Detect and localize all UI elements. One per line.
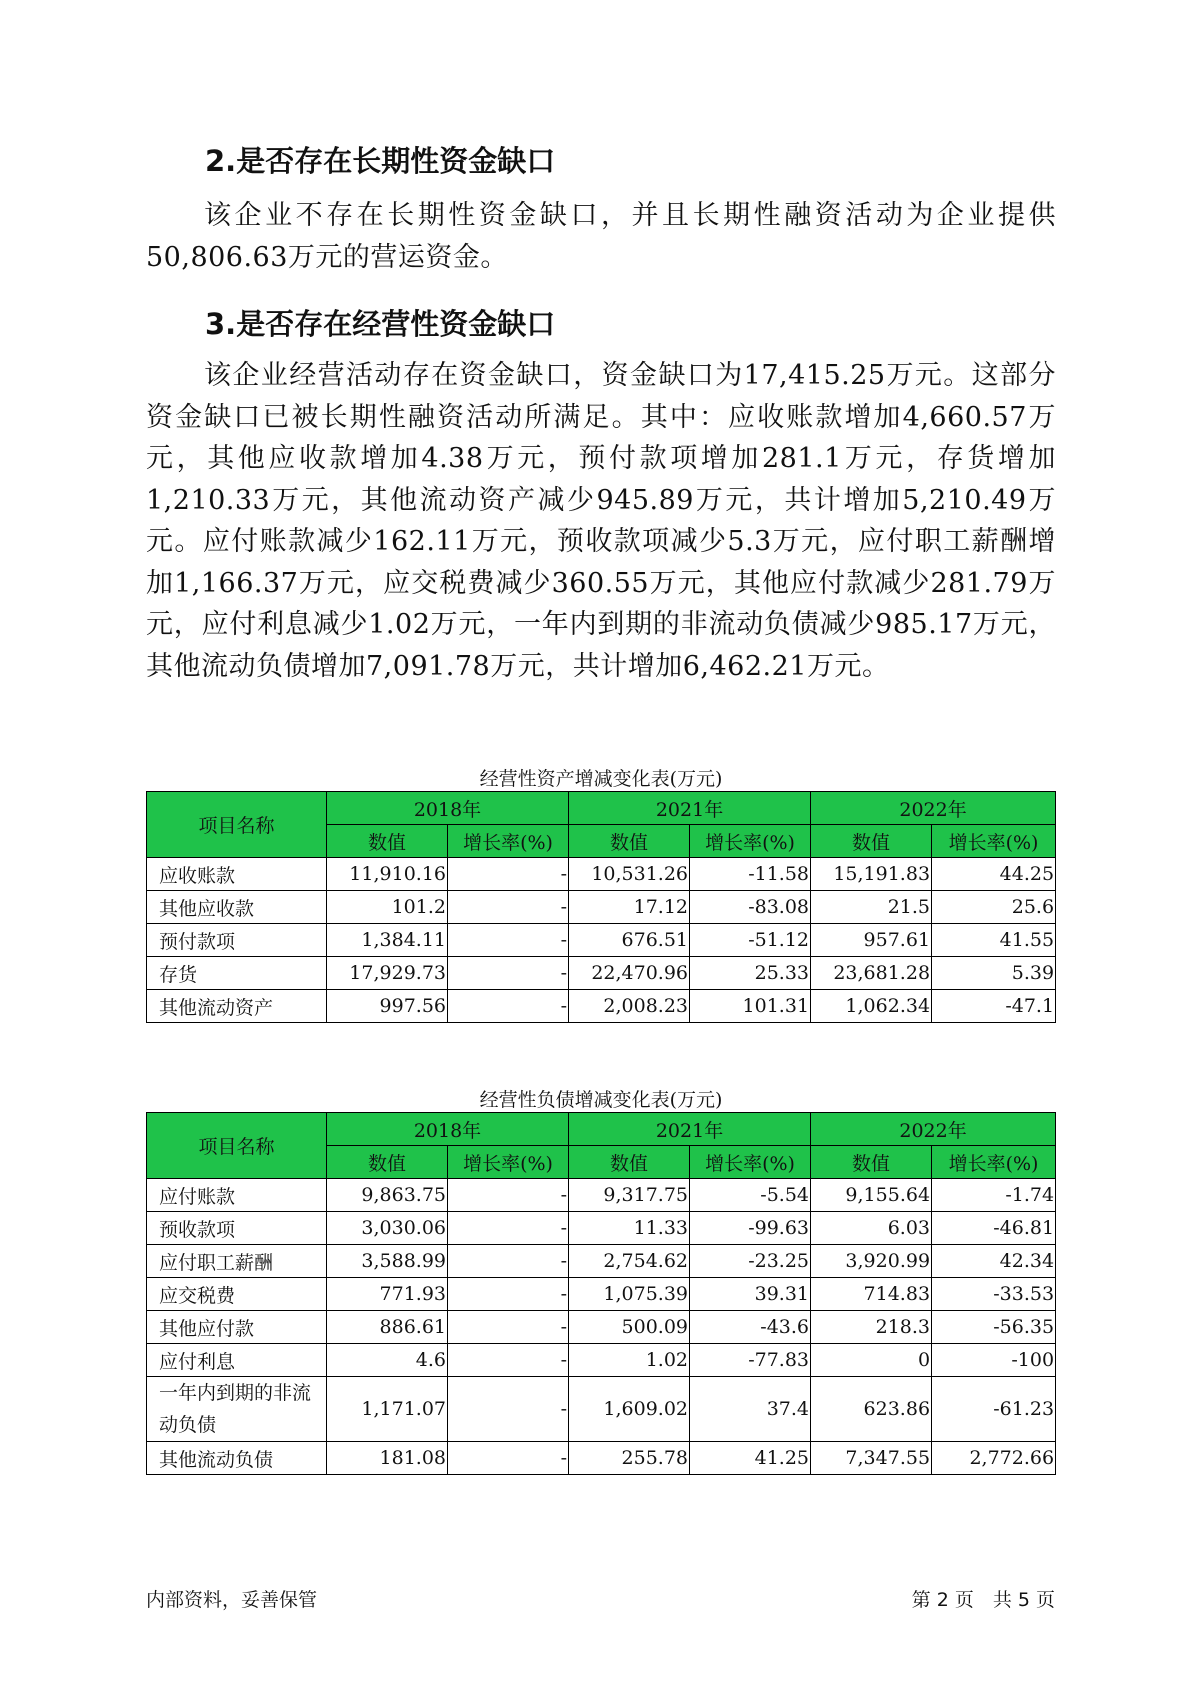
row-label: 其他应付款 bbox=[147, 1311, 327, 1344]
cell-value: 771.93 bbox=[327, 1278, 448, 1311]
cell-value: 181.08 bbox=[327, 1442, 448, 1475]
header-value: 数值 bbox=[327, 825, 448, 858]
cell-value: 255.78 bbox=[569, 1442, 690, 1475]
cell-value: 1.02 bbox=[569, 1344, 690, 1377]
header-item-name: 项目名称 bbox=[147, 792, 327, 858]
cell-growth: -1.74 bbox=[932, 1179, 1056, 1212]
cell-growth: -100 bbox=[932, 1344, 1056, 1377]
assets-table-caption: 经营性资产增减变化表(万元) bbox=[479, 768, 723, 790]
assets-table bbox=[146, 791, 1056, 1023]
cell-value: 1,384.11 bbox=[327, 924, 448, 957]
cell-value: 21.5 bbox=[811, 891, 932, 924]
section-heading-2: 2.是否存在长期性资金缺口 bbox=[205, 144, 556, 178]
cell-value: 3,920.99 bbox=[811, 1245, 932, 1278]
cell-growth: -11.58 bbox=[690, 858, 811, 891]
cell-value: 10,531.26 bbox=[569, 858, 690, 891]
cell-growth: 2,772.66 bbox=[932, 1442, 1056, 1475]
cell-value: 9,155.64 bbox=[811, 1179, 932, 1212]
header-year: 2018年 bbox=[327, 792, 569, 825]
cell-value: 714.83 bbox=[811, 1278, 932, 1311]
cell-growth: 5.39 bbox=[932, 957, 1056, 990]
cell-growth: -83.08 bbox=[690, 891, 811, 924]
cell-growth: - bbox=[448, 1377, 569, 1442]
row-label: 一年内到期的非流动负债 bbox=[147, 1377, 327, 1442]
row-label: 其他流动负债 bbox=[147, 1442, 327, 1475]
cell-growth: - bbox=[448, 924, 569, 957]
cell-growth: -5.54 bbox=[690, 1179, 811, 1212]
header-value: 数值 bbox=[811, 825, 932, 858]
cell-value: 11.33 bbox=[569, 1212, 690, 1245]
cell-value: 17,929.73 bbox=[327, 957, 448, 990]
liabilities-table-caption: 经营性负债增减变化表(万元) bbox=[479, 1089, 723, 1111]
paragraph-operating-gap: 该企业经营活动存在资金缺口，资金缺口为17,415.25万元。这部分资金缺口已被长期性融资活动所满足。其中：应收账款增加4,660.57万元，其他应收款增加4.38万元，预付款项增加281.1万元，存货增加1,210.33万元，其他流动资产减少945.89万元，共计增加5,210.49万元。应付账款减少162.11万元，预收款项减少5.3万元，应付职工薪酬增加1,166.37万元，应交税费减少360.55万元，其他应付款减少281.79万元，应付利息减少1.02万元，一年内到期的非流动负债减少985.17万元，其他流动负债增加7,091.78万元，共计增加6,462.21万元。 bbox=[146, 360, 1056, 682]
footer-page-number: 第 2 页 共 5 页 bbox=[911, 1589, 1055, 1611]
row-label: 应付职工薪酬 bbox=[147, 1245, 327, 1278]
cell-growth: 25.33 bbox=[690, 957, 811, 990]
header-value: 数值 bbox=[569, 1146, 690, 1179]
cell-value: 9,317.75 bbox=[569, 1179, 690, 1212]
cell-growth: -99.63 bbox=[690, 1212, 811, 1245]
cell-growth: -77.83 bbox=[690, 1344, 811, 1377]
cell-value: 1,062.34 bbox=[811, 990, 932, 1023]
cell-growth: -23.25 bbox=[690, 1245, 811, 1278]
cell-growth: - bbox=[448, 1278, 569, 1311]
cell-value: 500.09 bbox=[569, 1311, 690, 1344]
header-year: 2021年 bbox=[569, 792, 811, 825]
header-year: 2018年 bbox=[327, 1113, 569, 1146]
cell-growth: 41.25 bbox=[690, 1442, 811, 1475]
cell-value: 6.03 bbox=[811, 1212, 932, 1245]
cell-value: 2,754.62 bbox=[569, 1245, 690, 1278]
cell-value: 1,075.39 bbox=[569, 1278, 690, 1311]
table-row bbox=[147, 1278, 1056, 1311]
cell-growth: - bbox=[448, 957, 569, 990]
cell-value: 23,681.28 bbox=[811, 957, 932, 990]
table-row bbox=[147, 990, 1056, 1023]
cell-growth: - bbox=[448, 858, 569, 891]
cell-value: 218.3 bbox=[811, 1311, 932, 1344]
header-value: 数值 bbox=[811, 1146, 932, 1179]
cell-value: 1,171.07 bbox=[327, 1377, 448, 1442]
table-row bbox=[147, 1212, 1056, 1245]
cell-growth: -51.12 bbox=[690, 924, 811, 957]
cell-growth: - bbox=[448, 1179, 569, 1212]
cell-value: 3,588.99 bbox=[327, 1245, 448, 1278]
cell-growth: 41.55 bbox=[932, 924, 1056, 957]
cell-value: 676.51 bbox=[569, 924, 690, 957]
footer-confidential-note: 内部资料，妥善保管 bbox=[146, 1589, 318, 1611]
cell-growth: -61.23 bbox=[932, 1377, 1056, 1442]
cell-growth: -43.6 bbox=[690, 1311, 811, 1344]
cell-growth: -47.1 bbox=[932, 990, 1056, 1023]
liabilities-table bbox=[146, 1112, 1056, 1475]
table-row bbox=[147, 1311, 1056, 1344]
cell-growth: - bbox=[448, 1212, 569, 1245]
table-row bbox=[147, 957, 1056, 990]
cell-value: 17.12 bbox=[569, 891, 690, 924]
row-label: 存货 bbox=[147, 957, 327, 990]
header-item-name: 项目名称 bbox=[147, 1113, 327, 1179]
cell-value: 9,863.75 bbox=[327, 1179, 448, 1212]
cell-value: 1,609.02 bbox=[569, 1377, 690, 1442]
cell-growth: 37.4 bbox=[690, 1377, 811, 1442]
cell-value: 886.61 bbox=[327, 1311, 448, 1344]
row-label: 预收款项 bbox=[147, 1212, 327, 1245]
cell-growth: -46.81 bbox=[932, 1212, 1056, 1245]
row-label: 应收账款 bbox=[147, 858, 327, 891]
header-growth: 增长率(%) bbox=[690, 1146, 811, 1179]
cell-value: 997.56 bbox=[327, 990, 448, 1023]
cell-growth: 101.31 bbox=[690, 990, 811, 1023]
cell-value: 7,347.55 bbox=[811, 1442, 932, 1475]
cell-growth: - bbox=[448, 1344, 569, 1377]
cell-growth: 42.34 bbox=[932, 1245, 1056, 1278]
row-label: 预付款项 bbox=[147, 924, 327, 957]
cell-value: 101.2 bbox=[327, 891, 448, 924]
table-row bbox=[147, 891, 1056, 924]
row-label: 其他应收款 bbox=[147, 891, 327, 924]
row-label: 应交税费 bbox=[147, 1278, 327, 1311]
section-heading-3: 3.是否存在经营性资金缺口 bbox=[205, 307, 556, 341]
header-growth: 增长率(%) bbox=[932, 825, 1056, 858]
table-row bbox=[147, 1442, 1056, 1475]
cell-growth: - bbox=[448, 891, 569, 924]
cell-value: 11,910.16 bbox=[327, 858, 448, 891]
cell-growth: -56.35 bbox=[932, 1311, 1056, 1344]
cell-growth: 39.31 bbox=[690, 1278, 811, 1311]
cell-value: 623.86 bbox=[811, 1377, 932, 1442]
table-row bbox=[147, 1245, 1056, 1278]
cell-value: 0 bbox=[811, 1344, 932, 1377]
cell-value: 15,191.83 bbox=[811, 858, 932, 891]
cell-growth: - bbox=[448, 1245, 569, 1278]
cell-growth: 44.25 bbox=[932, 858, 1056, 891]
row-label: 应付账款 bbox=[147, 1179, 327, 1212]
cell-growth: -33.53 bbox=[932, 1278, 1056, 1311]
table-row bbox=[147, 1377, 1056, 1442]
row-label: 其他流动资产 bbox=[147, 990, 327, 1023]
cell-growth: 25.6 bbox=[932, 891, 1056, 924]
table-row bbox=[147, 858, 1056, 891]
table-row bbox=[147, 1344, 1056, 1377]
header-value: 数值 bbox=[327, 1146, 448, 1179]
cell-value: 22,470.96 bbox=[569, 957, 690, 990]
header-year: 2022年 bbox=[811, 792, 1056, 825]
cell-growth: - bbox=[448, 1311, 569, 1344]
header-growth: 增长率(%) bbox=[448, 1146, 569, 1179]
row-label: 应付利息 bbox=[147, 1344, 327, 1377]
header-growth: 增长率(%) bbox=[448, 825, 569, 858]
header-value: 数值 bbox=[569, 825, 690, 858]
cell-value: 4.6 bbox=[327, 1344, 448, 1377]
table-row bbox=[147, 1179, 1056, 1212]
cell-growth: - bbox=[448, 1442, 569, 1475]
header-growth: 增长率(%) bbox=[690, 825, 811, 858]
cell-value: 957.61 bbox=[811, 924, 932, 957]
header-growth: 增长率(%) bbox=[932, 1146, 1056, 1179]
cell-value: 2,008.23 bbox=[569, 990, 690, 1023]
header-year: 2021年 bbox=[569, 1113, 811, 1146]
table-row bbox=[147, 924, 1056, 957]
paragraph-long-term-gap: 该企业不存在长期性资金缺口，并且长期性融资活动为企业提供50,806.63万元的营运资金。 bbox=[146, 200, 1056, 273]
cell-growth: - bbox=[448, 990, 569, 1023]
cell-value: 3,030.06 bbox=[327, 1212, 448, 1245]
header-year: 2022年 bbox=[811, 1113, 1056, 1146]
